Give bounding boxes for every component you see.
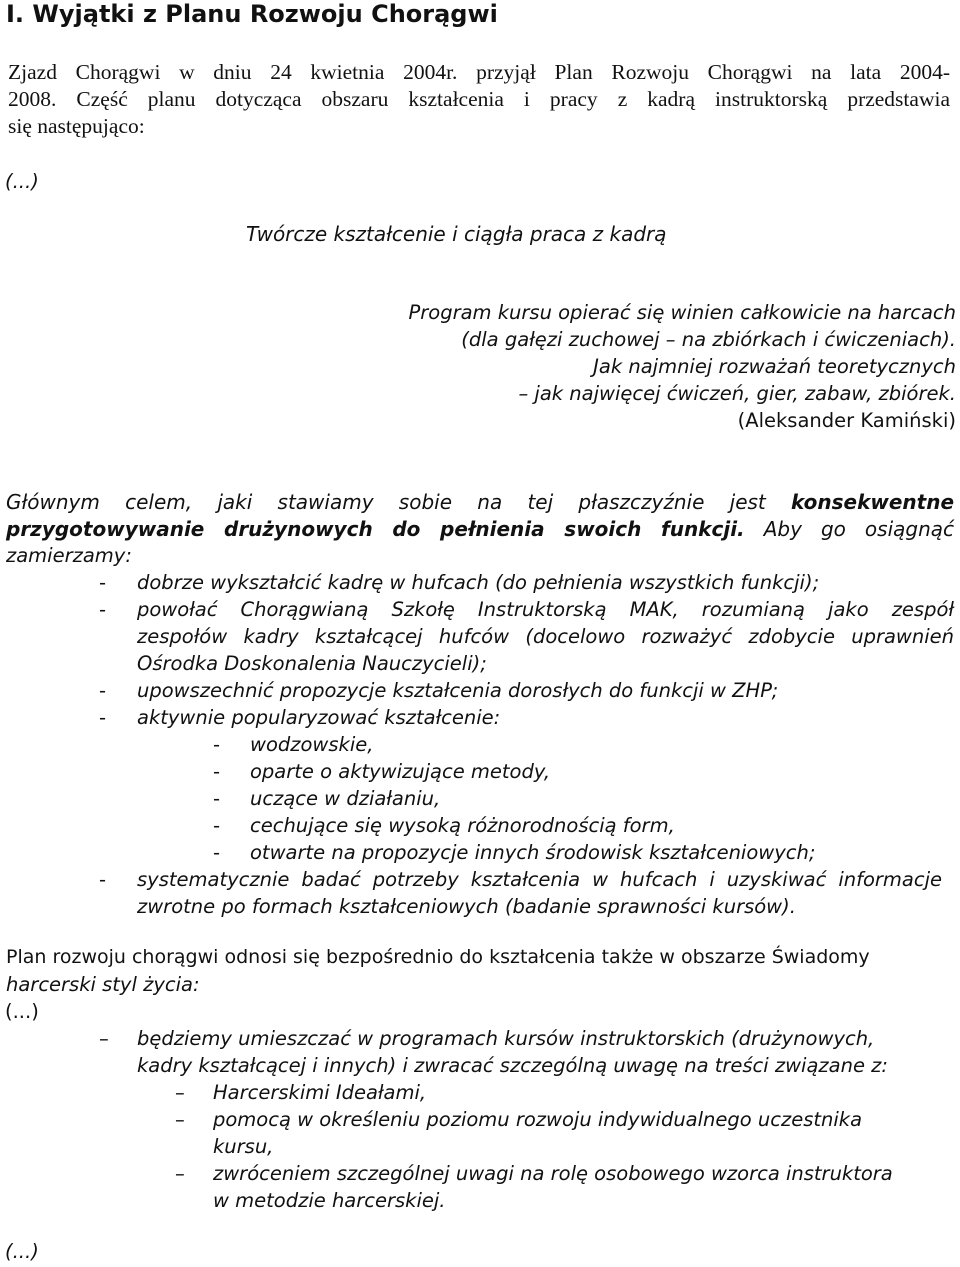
list1-sub-item-4: cechujące się wysoką różnorodnością form, — [250, 814, 675, 837]
goal-line-2 — [6, 517, 954, 541]
ellipsis-2: (...) — [5, 1000, 39, 1023]
quote-line-3: Jak najmniej rozważań teoretycznych — [593, 355, 956, 378]
list1-sub-dash-2: - — [213, 760, 221, 783]
goal-line-1-text: Głównym celem, jaki stawiamy sobie na tej płaszczyźnie jest — [6, 490, 766, 514]
quote-author: (Aleksander Kamiński) — [737, 409, 956, 432]
quote-line-2: (dla gałęzi zuchowej – na zbiórkach i ćwiczeniach). — [461, 328, 956, 351]
list1-dash-4: - — [99, 706, 107, 729]
plan-line-1: Plan rozwoju chorągwi odnosi się bezpośrednio do kształcenia także w obszarze Świadomy — [6, 946, 870, 968]
list1-item-3: upowszechnić propozycje kształcenia dorosłych do funkcji w ZHP; — [137, 679, 779, 702]
list1-dash-2: - — [99, 598, 107, 621]
list2-sub-dash-1: – — [175, 1081, 185, 1104]
ellipsis-1: (...) — [5, 170, 39, 193]
list2-sub-item-2-line-1: pomocą w określeniu poziomu rozwoju indywidualnego uczestnika — [213, 1108, 863, 1131]
ellipsis-3: (...) — [5, 1240, 39, 1263]
list2-sub-item-3-line-2: w metodzie harcerskiej. — [213, 1189, 446, 1212]
goal-line-2-bold: przygotowywanie drużynowych do pełnienia swoich funkcji. — [6, 517, 745, 541]
list1-item-5-line-2: zwrotne po formach kształceniowych (badanie sprawności kursów). — [137, 895, 796, 918]
quote-line-1: Program kursu opierać się winien całkowicie na harcach — [408, 301, 956, 324]
list2-item-1-line-2: kadry kształcącej i innych) i zwracać szczególną uwagę na treści związane z: — [137, 1054, 888, 1077]
list2-sub-dash-2: – — [175, 1108, 185, 1131]
list2-sub-item-1: Harcerskimi Ideałami, — [213, 1081, 427, 1104]
intro-line-2: 2008. Część planu dotycząca obszaru kształcenia i pracy z kadrą instruktorską przedstawia — [8, 87, 950, 111]
list1-item-4: aktywnie popularyzować kształcenie: — [137, 706, 501, 729]
goal-line-3: zamierzamy: — [6, 544, 132, 567]
list1-dash-3: - — [99, 679, 107, 702]
list1-item-2-line-3: Ośrodka Doskonalenia Nauczycieli); — [137, 652, 487, 675]
list2-sub-item-2-line-2: kursu, — [213, 1135, 274, 1158]
list1-sub-dash-1: - — [213, 733, 221, 756]
document-heading: I. Wyjątki z Planu Rozwoju Chorągwi — [6, 0, 498, 28]
list1-sub-item-5: otwarte na propozycje innych środowisk kształceniowych; — [250, 841, 816, 864]
list1-item-2-line-2: zespołów kadry kształcącej hufców (docelowo rozważyć zdobycie uprawnień — [137, 625, 954, 648]
goal-line-2-text: Aby go osiągnąć — [763, 517, 955, 541]
plan-line-2: harcerski styl życia: — [6, 973, 200, 996]
list1-item-5-line-1: systematycznie badać potrzeby kształcenia w hufcach i uzyskiwać informacje — [137, 868, 942, 891]
list1-item-1: dobrze wykształcić kadrę w hufcach (do pełnienia wszystkich funkcji); — [137, 571, 820, 594]
list1-sub-item-3: uczące w działaniu, — [250, 787, 441, 810]
list1-sub-dash-4: - — [213, 814, 221, 837]
intro-line-1: Zjazd Chorągwi w dniu 24 kwietnia 2004r. przyjął Plan Rozwoju Chorągwi na lata 2004- — [8, 60, 950, 84]
quote-line-4: – jak najwięcej ćwiczeń, gier, zabaw, zbiórek. — [518, 382, 956, 405]
list2-dash-1: – — [99, 1027, 109, 1050]
list2-sub-dash-3: – — [175, 1162, 185, 1185]
list1-item-2-line-1: powołać Chorągwianą Szkołę Instruktorską MAK, rozumianą jako zespół — [137, 598, 954, 621]
list1-sub-dash-3: - — [213, 787, 221, 810]
intro-line-3: się następująco: — [8, 114, 145, 138]
list2-sub-item-3-line-1: zwróceniem szczególnej uwagi na rolę osobowego wzorca instruktora — [213, 1162, 893, 1185]
goal-line-1-bold: konsekwentne — [791, 490, 955, 514]
list2-item-1-line-1: będziemy umieszczać w programach kursów instruktorskich (drużynowych, — [137, 1027, 875, 1050]
goal-line-1 — [6, 490, 954, 514]
list1-dash-5: - — [99, 868, 107, 891]
list1-sub-item-1: wodzowskie, — [250, 733, 374, 756]
list1-dash-1: - — [99, 571, 107, 594]
list1-sub-dash-5: - — [213, 841, 221, 864]
section-subtitle: Twórcze kształcenie i ciągła praca z kadrą — [246, 222, 667, 246]
list1-sub-item-2: oparte o aktywizujące metody, — [250, 760, 551, 783]
